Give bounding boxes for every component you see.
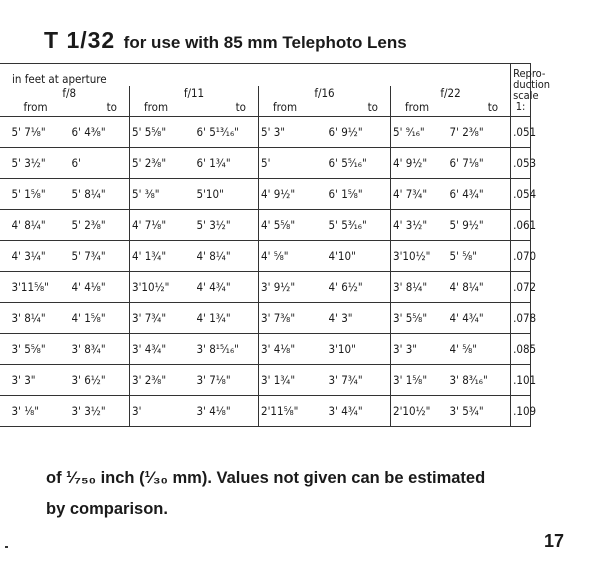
row-margin: [0, 179, 10, 210]
to-value-f22: 4' 4¾": [448, 303, 511, 334]
from-value-f22: 4' 9½": [391, 148, 448, 179]
from-to-f8: from to: [10, 100, 130, 117]
footnote-line-2: by comparison.: [46, 500, 168, 518]
from-value-f22: 2'10½": [391, 396, 448, 427]
aperture-f8: f/8: [10, 86, 130, 100]
from-value-f8: 3' 8¼": [10, 303, 70, 334]
from-value-f8: 5' 1⅝": [10, 179, 70, 210]
from-value-f22: 5' ⁹⁄₁₆": [391, 117, 448, 148]
row-margin: [0, 148, 10, 179]
row-margin: [0, 241, 10, 272]
to-value-f11: 5' 3½": [195, 210, 259, 241]
table-row: [0, 148, 531, 179]
to-value-f22: 4' 8¼": [448, 272, 511, 303]
repro-scale-value: .070: [511, 241, 531, 272]
repro-scale-value: .072: [511, 272, 531, 303]
repro-scale-value: .061: [511, 210, 531, 241]
from-value-f8: 3'11⅝": [10, 272, 70, 303]
to-value-f16: 6' 1⅝": [327, 179, 391, 210]
to-value-f22: 3' 5¾": [448, 396, 511, 427]
to-value-f8: 3' 6½": [70, 365, 130, 396]
to-value-f8: 4' 1⅝": [70, 303, 130, 334]
table-row: [0, 334, 531, 365]
to-value-f8: 3' 3½": [70, 396, 130, 427]
to-value-f16: 4' 3": [327, 303, 391, 334]
table-row: [0, 396, 531, 427]
from-value-f11: 5' 2⅜": [130, 148, 195, 179]
to-value-f22: 6' 4¾": [448, 179, 511, 210]
from-value-f22: 3' 3": [391, 334, 448, 365]
to-value-f8: 6': [70, 148, 130, 179]
to-value-f11: 6' 5¹³⁄₁₆": [195, 117, 259, 148]
to-value-f16: 4'10": [327, 241, 391, 272]
from-value-f11: 3': [130, 396, 195, 427]
margin-mark: [5, 546, 8, 548]
repro-scale-value: .085: [511, 334, 531, 365]
row-margin: [0, 334, 10, 365]
from-value-f22: 3'10½": [391, 241, 448, 272]
to-value-f11: 3' 4⅛": [195, 396, 259, 427]
to-value-f8: 5' 2⅜": [70, 210, 130, 241]
table-row: [0, 117, 531, 148]
repro-scale-value: .051: [511, 117, 531, 148]
repro-scale-value: .109: [511, 396, 531, 427]
to-value-f22: 5' ⅝": [448, 241, 511, 272]
row-margin: [0, 272, 10, 303]
from-value-f22: 4' 7¾": [391, 179, 448, 210]
from-value-f22: 4' 3½": [391, 210, 448, 241]
aperture-f11: f/11: [130, 86, 259, 100]
to-value-f8: 5' 7¾": [70, 241, 130, 272]
repro-scale-value: .101: [511, 365, 531, 396]
header-span: in feet at aperture: [0, 64, 511, 87]
row-margin: [0, 396, 10, 427]
table-row: [0, 272, 531, 303]
to-value-f16: 3'10": [327, 334, 391, 365]
to-value-f22: 7' 2⅜": [448, 117, 511, 148]
repro-scale-value: .054: [511, 179, 531, 210]
to-value-f11: 3' 7⅛": [195, 365, 259, 396]
to-value-f22: 3' 8³⁄₁₆": [448, 365, 511, 396]
from-value-f11: 3' 7¾": [130, 303, 195, 334]
from-to-f11: from to: [130, 100, 259, 117]
table-row: [0, 365, 531, 396]
to-value-f11: 4' 8¼": [195, 241, 259, 272]
from-value-f16: 4' 5⅝": [259, 210, 327, 241]
from-value-f8: 5' 7⅛": [10, 117, 70, 148]
from-value-f8: 3' 3": [10, 365, 70, 396]
to-value-f22: 4' ⅝": [448, 334, 511, 365]
to-value-f16: 6' 5⁵⁄₁₆": [327, 148, 391, 179]
to-value-f16: 6' 9½": [327, 117, 391, 148]
from-value-f22: 3' 1⅝": [391, 365, 448, 396]
from-value-f8: 4' 8¼": [10, 210, 70, 241]
from-value-f11: 5' 5⅝": [130, 117, 195, 148]
table-body: [0, 117, 537, 427]
to-value-f8: 4' 4⅛": [70, 272, 130, 303]
table-row: [0, 210, 531, 241]
aperture-f16: f/16: [259, 86, 391, 100]
to-value-f16: 4' 6½": [327, 272, 391, 303]
from-value-f16: 2'11⅝": [259, 396, 327, 427]
from-value-f16: 4' 9½": [259, 179, 327, 210]
depth-of-field-table-container: [0, 63, 551, 427]
to-value-f22: 5' 9½": [448, 210, 511, 241]
from-value-f11: 3' 4¾": [130, 334, 195, 365]
from-to-f16: from to: [259, 100, 391, 117]
title-sub: for use with 85 mm Telephoto Lens: [123, 33, 407, 52]
from-value-f11: 5' ⅜": [130, 179, 195, 210]
from-value-f8: 5' 3½": [10, 148, 70, 179]
to-value-f11: 3' 8¹⁵⁄₁₆": [195, 334, 259, 365]
from-value-f16: 5' 3": [259, 117, 327, 148]
from-value-f11: 4' 1¾": [130, 241, 195, 272]
from-value-f11: 4' 7⅛": [130, 210, 195, 241]
table-row: [0, 303, 531, 334]
footnote-line-1: of ¹⁄₇₅₀ inch (¹⁄₃₀ mm). Values not given can be estimated: [46, 469, 486, 487]
to-value-f11: 4' 4¾": [195, 272, 259, 303]
to-value-f11: 6' 1¾": [195, 148, 259, 179]
from-value-f8: 3' ⅛": [10, 396, 70, 427]
from-value-f16: 5': [259, 148, 327, 179]
repro-scale-header: Repro- duction scale 1:: [511, 64, 531, 117]
from-value-f8: 4' 3¼": [10, 241, 70, 272]
to-value-f8: 6' 4⅜": [70, 117, 130, 148]
to-value-f11: 5'10": [195, 179, 259, 210]
row-margin: [0, 365, 10, 396]
from-value-f16: 3' 4⅛": [259, 334, 327, 365]
to-value-f8: 3' 8¾": [70, 334, 130, 365]
from-value-f16: 3' 1¾": [259, 365, 327, 396]
to-value-f11: 4' 1¾": [195, 303, 259, 334]
page-title: [44, 27, 407, 54]
from-value-f16: 4' ⅝": [259, 241, 327, 272]
page-number: 17: [544, 531, 565, 551]
to-value-f22: 6' 7⅛": [448, 148, 511, 179]
from-value-f11: 3'10½": [130, 272, 195, 303]
row-margin: [0, 303, 10, 334]
to-value-f8: 5' 8¼": [70, 179, 130, 210]
repro-scale-value: .053: [511, 148, 531, 179]
title-main: T 1/32: [44, 27, 116, 53]
from-value-f16: 3' 7⅜": [259, 303, 327, 334]
aperture-f22: f/22: [391, 86, 511, 100]
to-value-f16: 3' 4¾": [327, 396, 391, 427]
from-to-f22: from to: [391, 100, 511, 117]
table-row: [0, 179, 531, 210]
row-margin: [0, 210, 10, 241]
to-value-f16: 3' 7¾": [327, 365, 391, 396]
from-value-f11: 3' 2⅜": [130, 365, 195, 396]
row-margin: [0, 117, 10, 148]
from-value-f8: 3' 5⅝": [10, 334, 70, 365]
to-value-f16: 5' 5³⁄₁₆": [327, 210, 391, 241]
depth-of-field-table: [0, 63, 551, 427]
footnote: [46, 463, 586, 525]
table-row: [0, 241, 531, 272]
from-value-f22: 3' 8¼": [391, 272, 448, 303]
from-value-f16: 3' 9½": [259, 272, 327, 303]
repro-scale-value: .078: [511, 303, 531, 334]
from-value-f22: 3' 5⅝": [391, 303, 448, 334]
